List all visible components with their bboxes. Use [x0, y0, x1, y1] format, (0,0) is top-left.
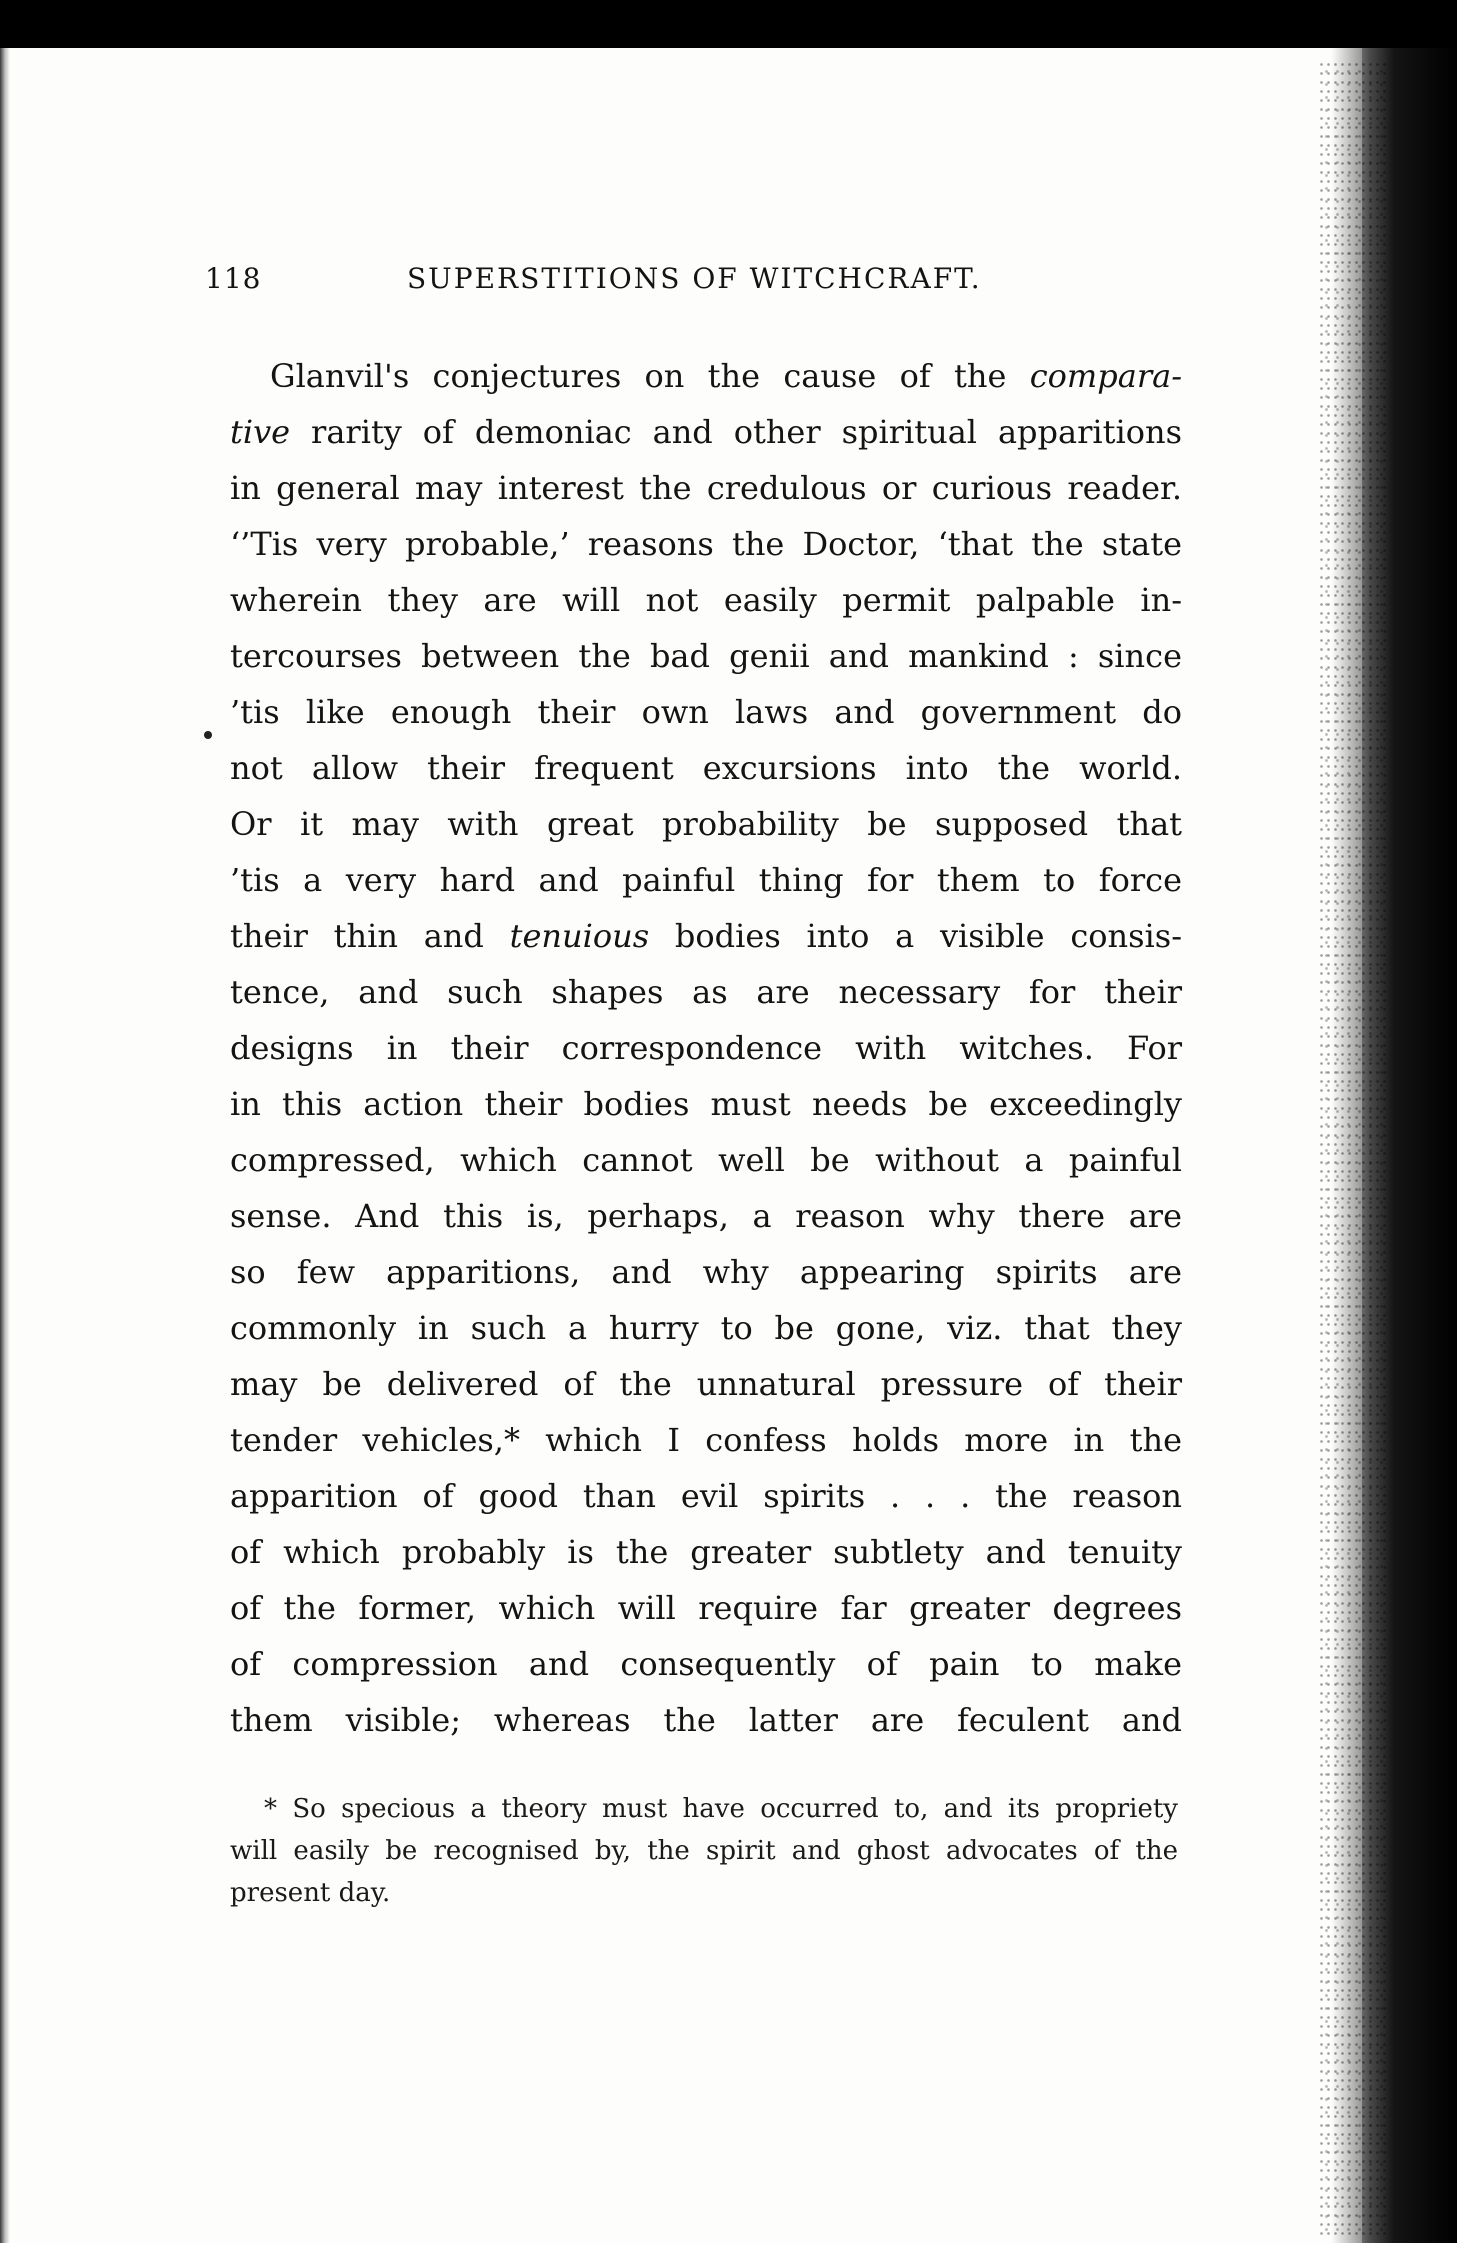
text-line-23: of the former, which will require far greater degrees: [230, 1589, 1182, 1627]
page-number: 118: [205, 262, 262, 295]
margin-mark: [204, 731, 212, 739]
text-line-22: of which probably is the greater subtlety and tenuity: [230, 1533, 1182, 1571]
page-left-edge: [0, 48, 10, 2243]
text-line-14: in this action their bodies must needs be exceedingly: [230, 1085, 1182, 1123]
footnote-line-1: * So specious a theory must have occurred to, and its propriety: [264, 1794, 1178, 1824]
page-header: [205, 262, 1025, 306]
italic-word: tive: [230, 413, 291, 451]
footnote-line-2: will easily be recognised by, the spirit and ghost advocates of the: [230, 1836, 1178, 1866]
text-line-3: in general may interest the credulous or curious reader.: [230, 469, 1182, 507]
text-line-6: tercourses between the bad genii and mankind : since: [230, 637, 1182, 675]
text-line-13: designs in their correspondence with witches. For: [230, 1029, 1182, 1067]
text-line-7: ’tis like enough their own laws and government do: [230, 693, 1182, 731]
text-line-16: sense. And this is, perhaps, a reason why there are: [230, 1197, 1182, 1235]
footnote: [230, 1788, 1178, 1914]
text-line-24: of compression and consequently of pain to make: [230, 1645, 1182, 1683]
text-line-15: compressed, which cannot well be without a painful: [230, 1141, 1182, 1179]
text-line-21: apparition of good than evil spirits . . . the reason: [230, 1477, 1182, 1515]
body-text: [230, 348, 1182, 1748]
text-line-18: commonly in such a hurry to be gone, viz. that they: [230, 1309, 1182, 1347]
italic-word: compara-: [1029, 357, 1183, 395]
text-line-1: Glanvil's conjectures on the cause of the compara-: [270, 357, 1183, 395]
gutter-speckle: [1318, 60, 1388, 2240]
text-line-12: tence, and such shapes as are necessary for their: [230, 973, 1182, 1011]
italic-word: tenuious: [509, 917, 650, 955]
text-line-11: their thin and tenuious bodies into a visible consis-: [230, 917, 1183, 955]
text-line-5: wherein they are will not easily permit palpable in-: [230, 581, 1182, 619]
text-line-4: ‘’Tis very probable,’ reasons the Doctor, ‘that the state: [230, 525, 1182, 563]
text-line-17: so few apparitions, and why appearing spirits are: [230, 1253, 1182, 1291]
running-head: SUPERSTITIONS OF WITCHCRAFT.: [407, 262, 982, 295]
text-line-8: not allow their frequent excursions into the world.: [230, 749, 1182, 787]
text-line-9: Or it may with great probability be supposed that: [230, 805, 1182, 843]
text-line-20: tender vehicles,* which I confess holds more in the: [230, 1421, 1182, 1459]
text-line-2: tive rarity of demoniac and other spiritual apparitions: [230, 413, 1183, 451]
text-line-10: ’tis a very hard and painful thing for them to force: [230, 861, 1182, 899]
text-line-25: them visible; whereas the latter are feculent and: [230, 1701, 1182, 1739]
footnote-line-3: present day.: [230, 1878, 391, 1908]
text-line-19: may be delivered of the unnatural pressure of their: [230, 1365, 1182, 1403]
